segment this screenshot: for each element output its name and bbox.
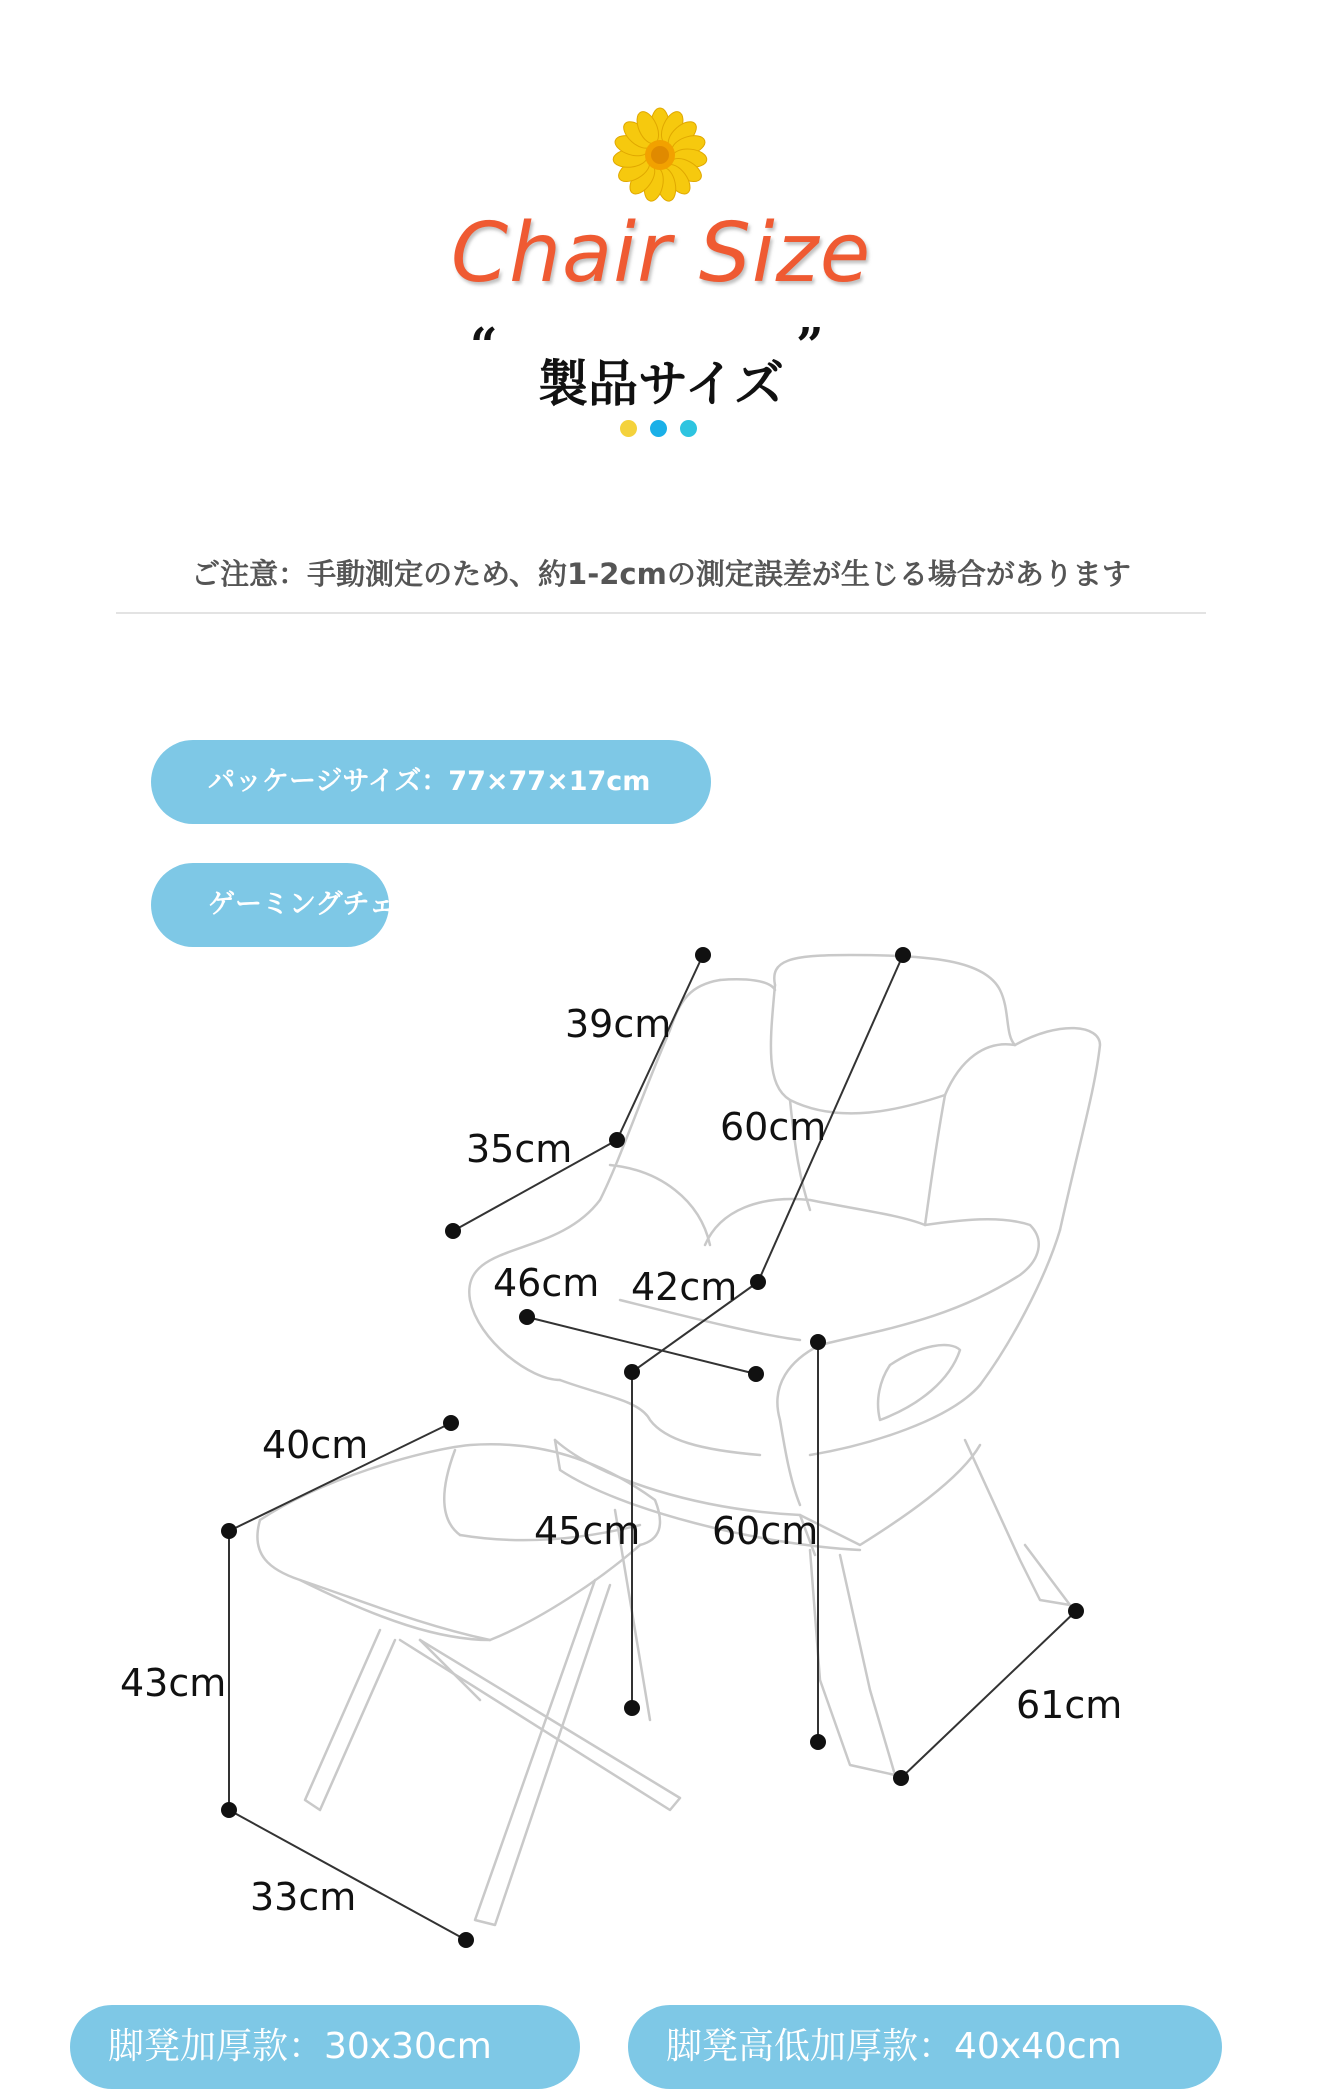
- measurement-45: 45cm: [534, 1509, 641, 1553]
- measurement-33: 33cm: [250, 1875, 357, 1919]
- package-size-badge: パッケージサイズ：77×77×17cm: [151, 740, 711, 824]
- section-subtitle: 製品サイズ: [538, 355, 784, 413]
- footstool-thick-badge: 脚凳加厚款：30x30cm: [70, 2005, 580, 2089]
- chair-outline: [257, 955, 1100, 1925]
- gaming-chair-badge: ゲーミングチェア: [151, 863, 389, 947]
- measurement-43: 43cm: [120, 1661, 227, 1705]
- measurement-notice: ご注意：手動測定のため、約1-2cmの測定誤差が生じる場合があります: [191, 557, 1131, 591]
- measurement-61: 61cm: [1016, 1683, 1123, 1727]
- measurement-60-height: 60cm: [712, 1509, 819, 1553]
- measurement-39: 39cm: [565, 1002, 672, 1046]
- quote-open-mark: “: [470, 318, 498, 374]
- measurement-42: 42cm: [631, 1265, 738, 1309]
- measurement-60-back: 60cm: [720, 1105, 827, 1149]
- measurement-40: 40cm: [262, 1423, 369, 1467]
- measurement-35: 35cm: [466, 1127, 573, 1171]
- page-title: Chair Size: [450, 206, 872, 301]
- measurement-46: 46cm: [493, 1261, 600, 1305]
- footstool-adjustable-badge: 脚凳高低加厚款：40x40cm: [628, 2005, 1222, 2089]
- quote-close-mark: ”: [796, 318, 824, 374]
